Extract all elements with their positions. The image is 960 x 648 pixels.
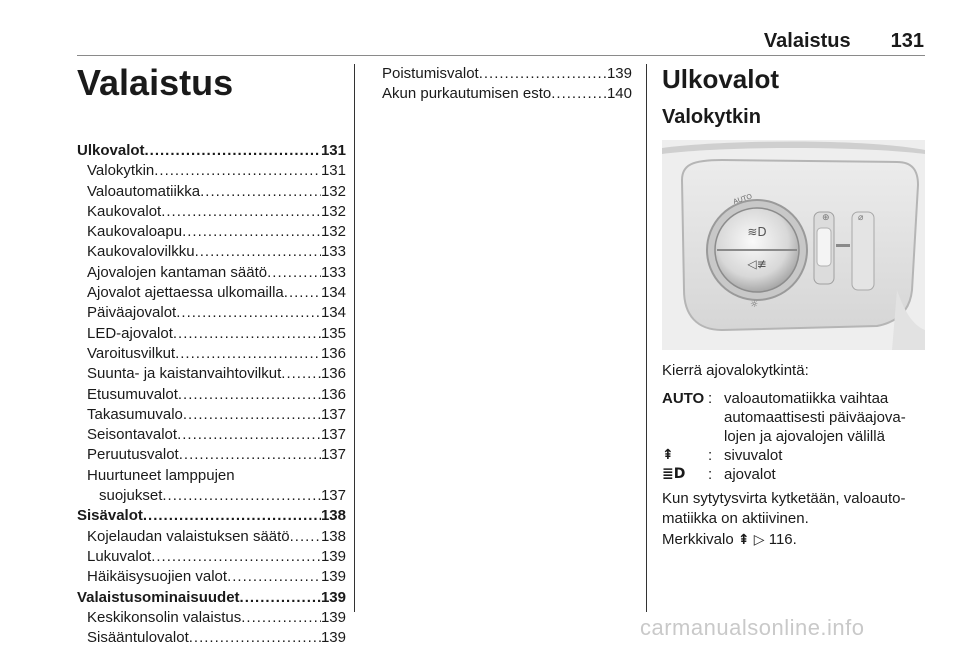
svg-text:◁≢: ◁≢ <box>747 257 767 271</box>
toc-entry[interactable] <box>77 242 346 262</box>
toc-entry-label: Lukuvalot <box>87 547 152 565</box>
position-description: sivuvalot <box>724 447 783 464</box>
running-header-section: Valaistus <box>763 30 851 52</box>
definition-colon: : <box>708 390 713 407</box>
toc-leader-dots <box>189 628 321 648</box>
toc-column-1 <box>77 141 346 648</box>
position-description: valoautomatiikka vaihtaa automaattisesti päiväajovalojen ja ajovalojen välillä <box>724 390 906 445</box>
svg-text:⊕: ⊕ <box>822 213 830 223</box>
svg-text:☼: ☼ <box>749 300 759 310</box>
headlight-icon: ≣D <box>662 466 686 482</box>
toc-entry-page: 135 <box>320 324 346 342</box>
toc-leader-dots <box>479 64 607 84</box>
toc-entry-label: Takasumuvalo <box>87 405 183 423</box>
toc-entry-label: Kaukovalot <box>87 202 162 220</box>
toc-entry-label: Valoautomatiikka <box>87 182 201 200</box>
toc-entry-page: 137 <box>320 426 346 444</box>
toc-entry[interactable] <box>77 567 346 587</box>
toc-entry[interactable] <box>77 344 346 364</box>
toc-entry-label: Ulkovalot <box>77 142 145 159</box>
toc-entry-label: Häikäisysuojien valot <box>87 568 228 586</box>
toc-entry[interactable] <box>77 405 346 425</box>
toc-entry-page: 131 <box>320 162 346 180</box>
toc-leader-dots <box>267 263 321 283</box>
toc-entry[interactable] <box>77 202 346 222</box>
toc-entry-page: 137 <box>320 446 346 464</box>
toc-leader-dots <box>241 608 321 628</box>
toc-leader-dots <box>227 567 321 587</box>
light-switch-illustration <box>662 140 925 350</box>
toc-entry[interactable] <box>77 527 346 547</box>
toc-entry[interactable] <box>382 64 632 84</box>
toc-entry-label: Päiväajovalot <box>87 304 177 322</box>
toc-entry-label: Huurtuneet lamppujen <box>87 466 235 484</box>
page-reference[interactable]: 116. <box>768 531 797 548</box>
header-rule <box>77 55 925 56</box>
toc-entry-page: 139 <box>606 65 632 82</box>
toc-entry-label: Suunta- ja kaistanvaihtovilkut <box>87 365 282 383</box>
indicator-label: Merkkivalo <box>662 531 734 548</box>
toc-leader-dots <box>290 527 321 547</box>
toc-entry[interactable] <box>77 445 346 465</box>
toc-entry-label: Peruutusvalot <box>87 446 179 464</box>
toc-entry[interactable] <box>77 303 346 323</box>
toc-entry[interactable] <box>77 608 346 628</box>
toc-leader-dots <box>240 588 321 608</box>
toc-leader-dots <box>182 222 321 242</box>
toc-entry[interactable] <box>382 84 632 104</box>
toc-entry-label: Etusumuvalot <box>87 385 178 403</box>
paragraph-indicator <box>662 530 797 550</box>
toc-entry[interactable] <box>77 466 346 486</box>
toc-entry[interactable] <box>77 506 346 526</box>
toc-entry[interactable] <box>77 425 346 445</box>
toc-leader-dots <box>143 506 321 526</box>
switch-positions-table <box>662 389 924 484</box>
column-divider-1 <box>354 64 355 612</box>
switch-position-row <box>662 465 924 484</box>
toc-entry-page: 139 <box>320 547 346 565</box>
toc-entry-label: suojukset <box>99 487 163 505</box>
toc-entry[interactable] <box>77 263 346 283</box>
switch-position-row <box>662 446 924 465</box>
toc-entry[interactable] <box>77 385 346 405</box>
side-light-icon: ⇞ <box>737 532 750 548</box>
toc-entry[interactable] <box>77 547 346 567</box>
column-divider-2 <box>646 64 647 612</box>
toc-entry-page: 138 <box>320 527 346 545</box>
toc-entry[interactable] <box>77 283 346 303</box>
toc-entry-page: 139 <box>320 608 346 626</box>
position-description: ajovalot <box>724 466 776 483</box>
toc-leader-dots <box>200 182 321 202</box>
toc-entry-page: 136 <box>320 365 346 383</box>
toc-entry[interactable] <box>77 222 346 242</box>
toc-entry-label: Kaukovalovilkku <box>87 243 195 261</box>
toc-entry[interactable] <box>77 182 346 202</box>
toc-entry-page: 132 <box>320 182 346 200</box>
toc-entry-page: 134 <box>320 284 346 302</box>
toc-leader-dots <box>175 344 321 364</box>
toc-entry[interactable] <box>77 141 346 161</box>
watermark: carmanualsonline.info <box>640 615 865 640</box>
toc-entry-label: Ajovalot ajettaessa ulkomailla <box>87 284 284 302</box>
toc-entry[interactable] <box>77 161 346 181</box>
toc-leader-dots <box>551 84 607 104</box>
toc-column-2 <box>382 64 632 105</box>
toc-leader-dots <box>183 405 321 425</box>
intro-text: Kierrä ajovalokytkintä: <box>662 362 809 379</box>
toc-entry-label: Kojelaudan valaistuksen säätö <box>87 527 290 545</box>
toc-leader-dots <box>284 283 321 303</box>
toc-leader-dots <box>195 242 321 262</box>
toc-entry[interactable] <box>77 486 346 506</box>
toc-leader-dots <box>162 486 321 506</box>
toc-entry-page: 139 <box>320 568 346 586</box>
chapter-title: Valaistus <box>77 62 234 103</box>
paragraph-auto-active: Kun sytytysvirta kytketään, valoautomatiikka on aktiivinen. <box>662 490 906 527</box>
toc-entry-page: 132 <box>320 202 346 220</box>
toc-entry-label: Poistumisvalot <box>382 65 479 82</box>
toc-entry-label: Sisääntulovalot <box>87 629 189 647</box>
toc-entry-page: 132 <box>320 223 346 241</box>
toc-entry-label: Kaukovaloapu <box>87 223 183 241</box>
toc-entry-label: Valaistusominaisuudet <box>77 588 240 606</box>
toc-leader-dots <box>177 425 321 445</box>
toc-entry-page: 138 <box>320 507 346 525</box>
toc-leader-dots <box>145 141 321 161</box>
definition-colon: : <box>708 447 713 464</box>
subsection-heading: Valokytkin <box>662 106 761 128</box>
page-number: 131 <box>890 30 924 52</box>
toc-entry-page: 137 <box>320 487 346 505</box>
toc-entry-label: Valokytkin <box>87 162 155 180</box>
toc-leader-dots <box>179 445 321 465</box>
toc-entry[interactable] <box>77 628 346 648</box>
toc-leader-dots <box>151 547 321 567</box>
toc-entry-page: 139 <box>320 629 346 647</box>
running-header <box>764 30 924 53</box>
svg-text:AUTO: AUTO <box>732 193 754 206</box>
position-term: AUTO <box>662 390 705 407</box>
toc-entry-page: 134 <box>320 304 346 322</box>
toc-leader-dots <box>154 161 321 181</box>
toc-leader-dots <box>178 385 321 405</box>
toc-leader-dots <box>176 303 321 323</box>
toc-entry[interactable] <box>77 364 346 384</box>
toc-entry-page: 136 <box>320 385 346 403</box>
svg-text:≋D: ≋D <box>747 225 767 239</box>
toc-entry-page: 131 <box>320 142 346 159</box>
svg-text:⌀: ⌀ <box>858 213 864 223</box>
toc-entry-label: Sisävalot <box>77 507 143 525</box>
definition-colon: : <box>708 466 713 483</box>
switch-position-row <box>662 389 924 446</box>
toc-entry[interactable] <box>77 324 346 344</box>
toc-entry-page: 140 <box>606 85 632 103</box>
toc-entry[interactable] <box>77 588 346 608</box>
toc-entry-label: Akun purkautumisen esto <box>382 85 552 103</box>
toc-entry-page: 137 <box>320 405 346 423</box>
toc-entry-label: Keskikonsolin valaistus <box>87 608 242 626</box>
toc-entry-label: Seisontavalot <box>87 426 178 444</box>
toc-leader-dots <box>281 364 321 384</box>
side-light-icon: ⇞ <box>662 447 674 463</box>
toc-leader-dots <box>161 202 321 222</box>
toc-entry-label: Varoitusvilkut <box>87 344 176 362</box>
toc-entry-page: 139 <box>320 588 346 606</box>
toc-leader-dots <box>173 324 321 344</box>
page-reference-icon: ▷ <box>753 532 765 548</box>
toc-entry-page: 136 <box>320 344 346 362</box>
toc-entry-page: 133 <box>320 243 346 261</box>
section-heading: Ulkovalot <box>662 64 780 94</box>
toc-entry-page: 133 <box>320 263 346 281</box>
toc-entry-label: LED-ajovalot <box>87 324 173 342</box>
light-switch-photo <box>662 140 925 350</box>
toc-entry-label: Ajovalojen kantaman säätö <box>87 263 268 281</box>
